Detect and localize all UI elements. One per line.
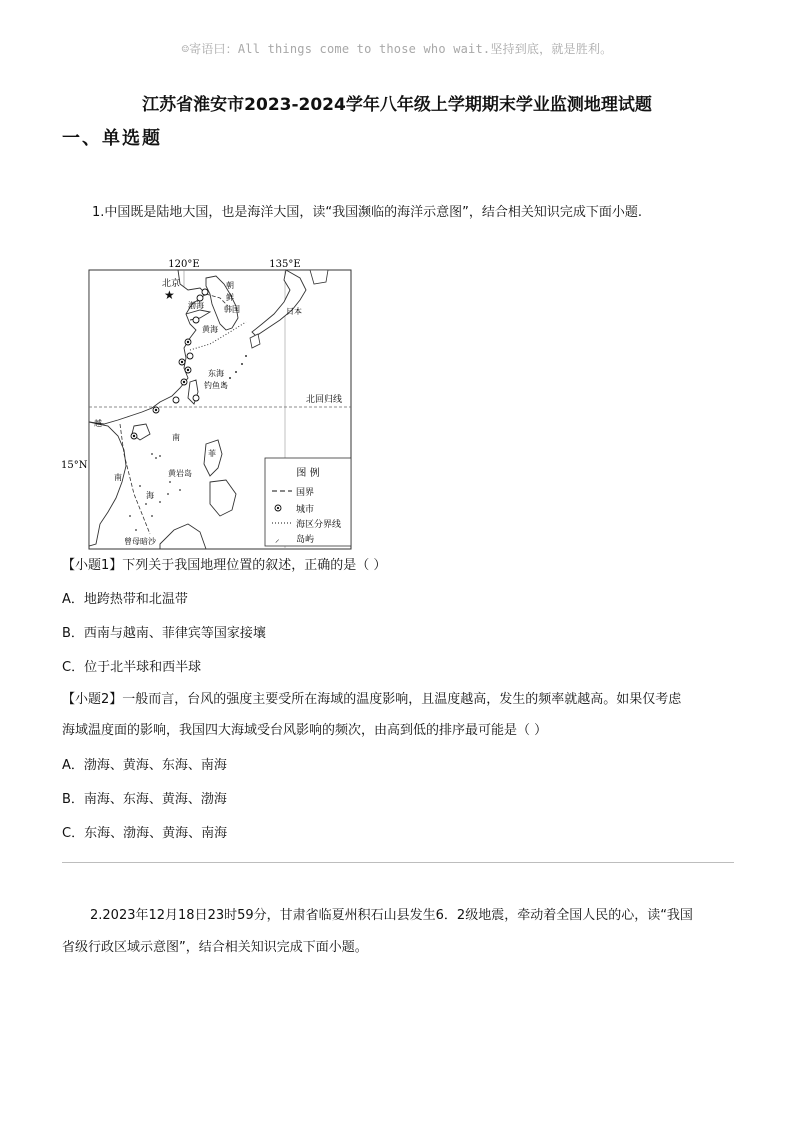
- feilu-label: 菲: [208, 449, 216, 458]
- question-divider: [62, 862, 734, 863]
- hai-label: 海: [146, 491, 154, 500]
- sub-question-2-stem-line1: 【小题2】一般而言，台风的强度主要受所在海域的温度影响，且温度越高，发生的频率就越高。如果仅考虑: [62, 692, 682, 707]
- legend-city-dot: [277, 507, 279, 509]
- sub2-option-c[interactable]: C．东海、渤海、黄海、南海: [62, 826, 228, 841]
- legend-item-island: 岛屿: [296, 535, 315, 545]
- tropic-label: 北回归线: [306, 395, 343, 405]
- sub2-option-a[interactable]: A．渤海、黄海、东海、南海: [62, 758, 227, 773]
- section-heading: 一、单选题: [62, 128, 162, 149]
- lat-label-15: 15°N: [61, 460, 88, 471]
- question-2-intro-line1: 2.2023年12月18日23时59分，甘肃省临夏州积石山县发生6．2级地震，牵动着全国人民的心，读“我国: [90, 908, 693, 923]
- legend-title: 图 例: [296, 468, 320, 479]
- legend-island-symbol: ⸝: [275, 535, 280, 545]
- header-motto: ☺寄语曰：All things come to those who wait.坚持到底，就是胜利。: [181, 42, 613, 56]
- beijing-label: 北京: [162, 279, 181, 289]
- sub2-option-b[interactable]: B．南海、东海、黄海、渤海: [62, 792, 227, 807]
- hanguo-label: 韩国: [224, 305, 240, 314]
- beijing-star-icon: ★: [164, 288, 175, 302]
- sea-map-figure: [60, 254, 360, 554]
- donghai-label: 东海: [208, 369, 224, 378]
- legend-item-boundary: 国界: [296, 488, 315, 498]
- diaoyudao-label: 钓鱼岛: [204, 381, 228, 390]
- huanghai-label: 黄海: [202, 325, 218, 334]
- legend-item-city: 城市: [296, 505, 315, 515]
- legend-item-sea-boundary: 海区分界线: [296, 520, 342, 530]
- sub1-option-a[interactable]: A．地跨热带和北温带: [62, 592, 188, 607]
- yue-label: 越: [94, 419, 102, 428]
- sub1-option-c[interactable]: C．位于北半球和西半球: [62, 660, 202, 675]
- lon-label-120: 120°E: [168, 259, 200, 270]
- chao-label: 朝: [226, 281, 234, 290]
- map-legend: [265, 458, 351, 546]
- sub-question-2-stem-line2: 海域温度面的影响，我国四大海域受台风影响的频次，由高到低的排序最可能是（ ）: [62, 723, 548, 738]
- sub1-option-b[interactable]: B．西南与越南、菲律宾等国家接壤: [62, 626, 266, 641]
- huangyandao-label: 黄岩岛: [168, 469, 192, 478]
- lon-label-135: 135°E: [269, 259, 301, 270]
- nan2-label: 南: [114, 473, 122, 482]
- riben-label: 日本: [286, 307, 302, 316]
- bohai-label: 渤海: [188, 301, 204, 310]
- nan-label: 南: [172, 433, 180, 442]
- zengmu-label: 曾母暗沙: [124, 537, 156, 546]
- xian-label: 鲜: [226, 293, 234, 302]
- question-2-intro-line2: 省级行政区域示意图”，结合相关知识完成下面小题。: [62, 940, 368, 955]
- question-1-intro: 1.中国既是陆地大国，也是海洋大国，读“我国濒临的海洋示意图”，结合相关知识完成下面小题.: [92, 205, 643, 220]
- sub-question-1-stem: 【小题1】下列关于我国地理位置的叙述，正确的是（ ）: [62, 558, 387, 573]
- document-title: 江苏省淮安市2023-2024学年八年级上学期期末学业监测地理试题: [142, 95, 652, 115]
